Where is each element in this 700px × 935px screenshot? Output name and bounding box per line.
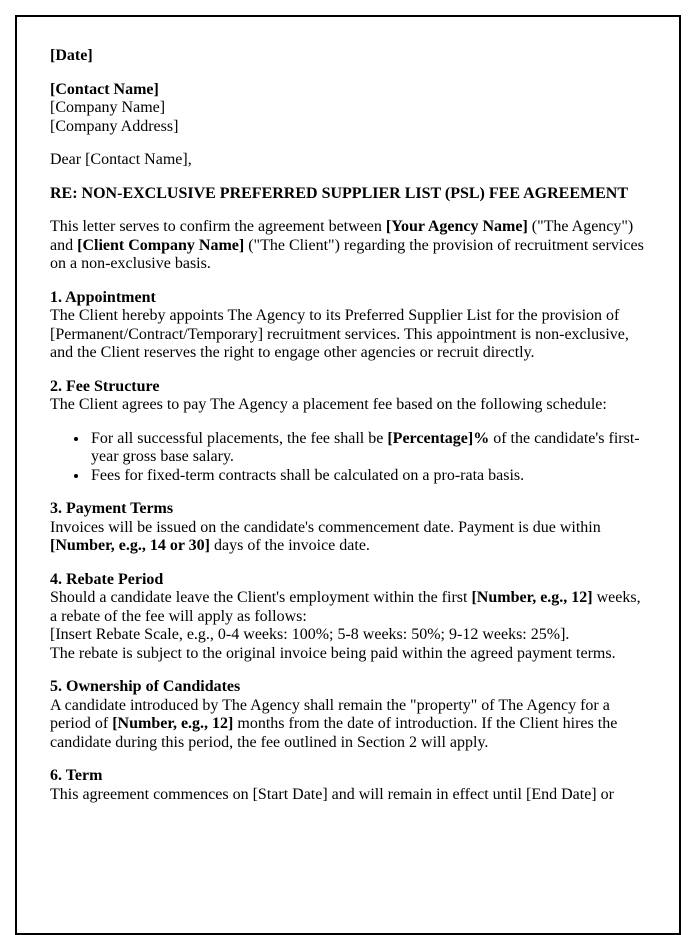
company-address-line: [Company Address] — [50, 117, 179, 135]
section-3-body: Invoices will be issued on the candidate's commencement date. Payment is due within [Number, e.g., 14 or 30] days of the invoice date. — [50, 518, 601, 554]
section-4-body-line-2: The rebate is subject to the original invoice being paid within the agreed payment terms. — [50, 644, 616, 662]
section-3-heading: 3. Payment Terms — [50, 500, 174, 517]
section-2-heading: 2. Fee Structure — [50, 377, 160, 395]
section-1-heading: 1. Appointment — [50, 288, 156, 306]
section-2-body: The Client agrees to pay The Agency a placement fee based on the following schedule: — [50, 396, 607, 413]
company-name-line: [Company Name] — [50, 99, 166, 116]
bullet-item: • Fees for fixed-term contracts shall be calculated on a pro-rata basis. — [89, 467, 646, 486]
section-4-rebate-scale: [Insert Rebate Scale, e.g., 0-4 weeks: 100%; 5-8 weeks: 50%; 9-12 weeks: 25%]. — [50, 626, 570, 643]
contact-name-line: [Contact Name] — [50, 80, 159, 98]
section-1-body: The Client hereby appoints The Agency to its Preferred Supplier List for the provision of [Permanent/Contract/Temporary] recruitment services. This appointment is non-exclusive, and the Client reserves the right to engage other agencies or recruit directly. — [50, 307, 629, 361]
section-5-heading: 5. Ownership of Candidates — [50, 678, 241, 695]
letter-body — [50, 47, 646, 804]
section-5-body: A candidate introduced by The Agency shall remain the "property" of The Agency for a period of [Number, e.g., 12] months from the date of introduction. If the Client hires the candidate during this period, the fee outlined in Section 2 will apply. — [50, 696, 618, 751]
letter-document — [15, 15, 681, 935]
intro-paragraph: This letter serves to confirm the agreement between [Your Agency Name] ("The Agency") and [Client Company Name] ("The Client") regarding the provision of recruitment services on a non-exclusive basis. — [50, 218, 644, 272]
subject-line: RE: NON-EXCLUSIVE PREFERRED SUPPLIER LIST (PSL) FEE AGREEMENT — [50, 184, 629, 202]
fee-bullet-list — [50, 430, 646, 486]
section-4-heading: 4. Rebate Period — [50, 570, 164, 588]
date-line: [Date] — [50, 47, 93, 64]
bullet-item: • For all successful placements, the fee shall be [Percentage]% of the candidate's first-year gross base salary. — [89, 430, 646, 467]
section-6-heading: 6. Term — [50, 767, 103, 784]
section-4-body-line-1: Should a candidate leave the Client's employment within the first [Number, e.g., 12] weeks, a rebate of the fee will apply as follows: — [50, 589, 641, 625]
salutation: Dear [Contact Name], — [50, 151, 192, 168]
section-6-body: This agreement commences on [Start Date] and will remain in effect until [End Date] or — [50, 785, 614, 803]
